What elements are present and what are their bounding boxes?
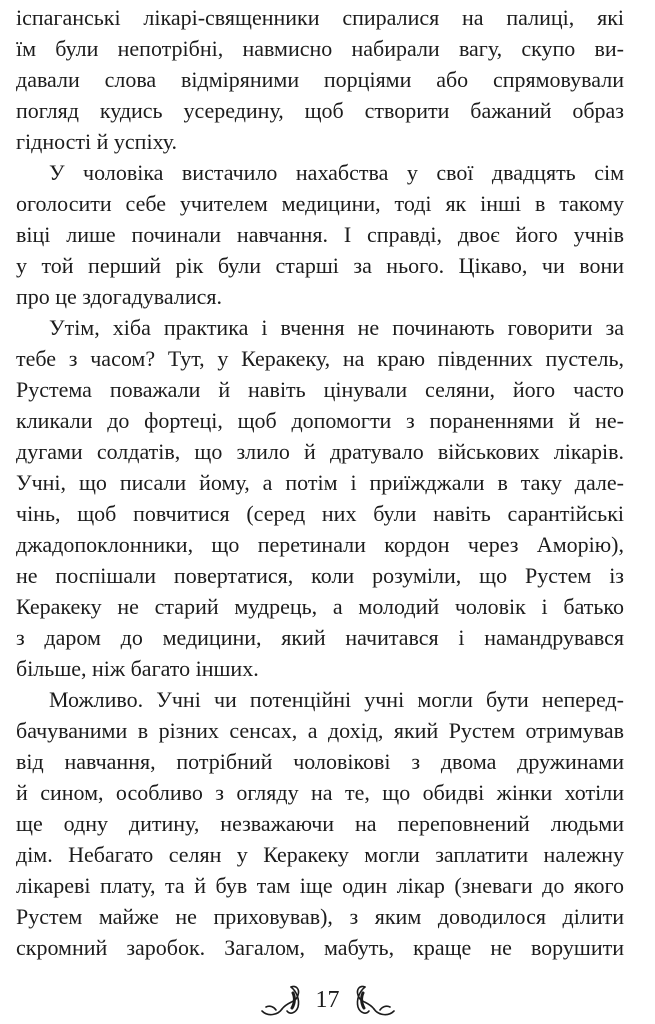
text-line: бачуваними в різних сенсах, а дохід, який Рустем отримував bbox=[16, 718, 624, 743]
text-line: більше, ніж багато інших. bbox=[16, 656, 259, 681]
paragraph-first-line: Утім, хіба практика і вчення не починають говорити за bbox=[49, 315, 624, 340]
text-line: дугами солдатів, що злило й дратувало військових лікарів. bbox=[16, 439, 624, 464]
text-line: кликали до фортеці, щоб допомогти з пораненнями й не- bbox=[16, 408, 624, 433]
paragraph-first-line: У чоловіка вистачило нахабства у свої двадцять сім bbox=[49, 160, 624, 185]
text-line: у той перший рік були старші за нього. Цікаво, чи вони bbox=[16, 253, 624, 278]
text-line: скромний заробок. Загалом, мабуть, краще не ворушити bbox=[16, 935, 624, 960]
text-line: Рустем майже не приховував), з яким доводилося ділити bbox=[16, 904, 624, 929]
text-line: гідності й успіху. bbox=[16, 129, 178, 154]
text-line: ще одну дитину, незважаючи на переповнений людьми bbox=[16, 811, 624, 836]
text-line: Рустема поважали й навіть цінували селяни, його часто bbox=[16, 377, 624, 402]
text-line: від навчання, потрібний чоловікові з двома дружинами bbox=[16, 749, 624, 774]
text-line: з даром до медицини, який начитався і намандрувався bbox=[16, 625, 624, 650]
page-footer bbox=[0, 978, 655, 1022]
text-line: давали слова відміряними порціями або спрямовували bbox=[16, 67, 624, 92]
book-page-text bbox=[16, 2, 624, 963]
text-line: лікареві плату, та й був там іще один лікар (зневаги до якого bbox=[16, 873, 624, 898]
text-line: джадопоклонники, що перетинали кордон через Аморію), bbox=[16, 532, 624, 557]
flourish-left-icon bbox=[260, 981, 306, 1019]
page-number: 17 bbox=[315, 986, 340, 1013]
text-line: Учні, що писали йому, а потім і приїжджали в таку дале- bbox=[16, 470, 624, 495]
text-line: не поспішали повертатися, коли розуміли, що Рустем із bbox=[16, 563, 624, 588]
text-line: Керакеку не старий мудрець, а молодий чоловік і батько bbox=[16, 594, 624, 619]
text-line: віці лише починали навчання. І справді, двоє його учнів bbox=[16, 222, 624, 247]
text-line: погляд кудись усередину, щоб створити бажаний образ bbox=[16, 98, 624, 123]
text-line: чінь, щоб повчитися (серед них були навіть сарантійські bbox=[16, 501, 624, 526]
text-line: й сином, особливо з огляду на те, що обидві жінки хотіли bbox=[16, 780, 624, 805]
text-line: дім. Небагато селян у Керакеку могли заплатити належну bbox=[16, 842, 624, 867]
text-line: про це здогадувалися. bbox=[16, 284, 222, 309]
text-line: оголосити себе учителем медицини, тоді як інші в такому bbox=[16, 191, 624, 216]
text-line: їм були непотрібні, навмисно набирали вагу, скупо ви- bbox=[16, 36, 624, 61]
text-line: тебе з часом? Тут, у Керакеку, на краю південних пустель, bbox=[16, 346, 624, 371]
paragraph-first-line: Можливо. Учні чи потенційні учні могли бути неперед- bbox=[49, 687, 624, 712]
flourish-right-icon bbox=[350, 981, 396, 1019]
text-line: іспаганські лікарі-священники спиралися на палиці, які bbox=[16, 5, 624, 30]
